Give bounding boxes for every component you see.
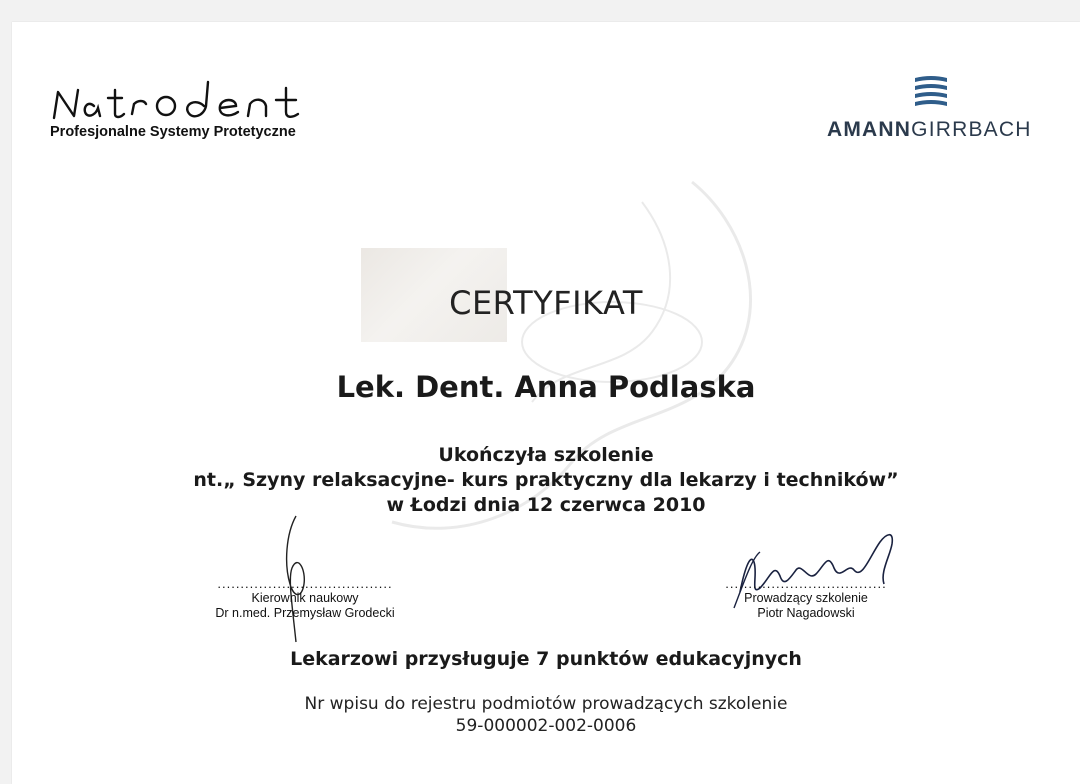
amann-girrbach-wordmark (827, 118, 1032, 142)
natrodent-script-logo (48, 78, 368, 124)
wordmark-amann: AMANN (827, 118, 912, 141)
course-line-2: nt.„ Szyny relaksacyjne- kurs praktyczny dla lekarzy i techników” (193, 469, 899, 491)
signature-right-person: Piotr Nagadowski (757, 606, 855, 620)
signature-left-person: Dr n.med. Przemysław Grodecki (215, 606, 395, 620)
amann-girrbach-mark-icon (913, 74, 949, 108)
signature-right-role: Prowadzący szkolenie (744, 591, 868, 605)
course-line-1: Ukończyła szkolenie (438, 444, 654, 466)
signature-left-role: Kierownik naukowy (251, 591, 359, 605)
course-line-3: w Łodzi dnia 12 czerwca 2010 (386, 494, 706, 516)
natrodent-logo (48, 78, 368, 140)
registry-label: Nr wpisu do rejestru podmiotów prowadzących szkolenie (304, 694, 788, 714)
signature-left (190, 576, 420, 621)
recipient-name: Lek. Dent. Anna Podlaska (336, 370, 756, 404)
education-points: Lekarzowi przysługuje 7 punktów edukacyjnych (290, 648, 802, 670)
natrodent-tagline: Profesjonalne Systemy Protetyczne (50, 124, 296, 140)
signature-right-dots: ................................... (725, 576, 887, 591)
signature-left-dots: ...................................... (217, 576, 393, 591)
wordmark-girrbach: GIRRBACH (911, 118, 1032, 141)
certificate-page (12, 22, 1080, 784)
certificate-title: CERTYFIKAT (449, 284, 643, 322)
registry-number: 59-000002-002-0006 (455, 716, 637, 736)
signature-right (706, 576, 906, 621)
